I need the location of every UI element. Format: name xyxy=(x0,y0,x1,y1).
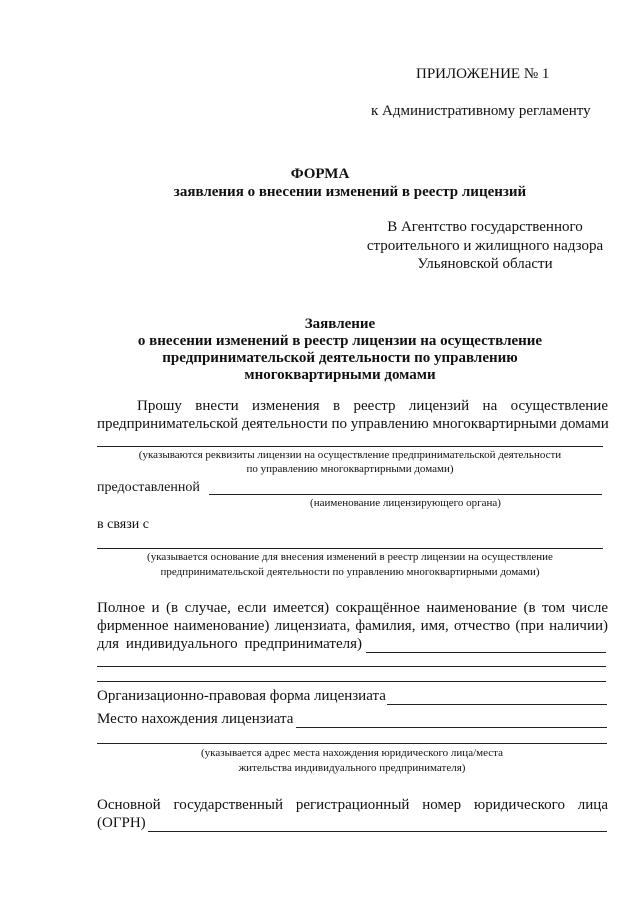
addressee-line-3: Ульяновской области xyxy=(417,256,553,272)
location-label: Место нахождения лицензиата xyxy=(97,711,294,727)
full-name-field-1[interactable] xyxy=(366,652,606,653)
appendix-title: ПРИЛОЖЕНИЕ № 1 xyxy=(416,66,550,82)
location-hint-line-2: жительства индивидуального предпринимателя) xyxy=(238,762,466,774)
org-form-field[interactable] xyxy=(387,704,607,705)
license-hint-line-2: по управлению многоквартирными домами) xyxy=(246,463,454,475)
provided-label: предоставленной xyxy=(97,480,200,495)
ogrn-line-1: Основной государственный регистрационный номер юридического лица xyxy=(97,797,608,813)
full-name-field-2[interactable] xyxy=(97,666,606,667)
application-title-line-4: многоквартирными домами xyxy=(244,367,436,383)
provided-hint: (наименование лицензирующего органа) xyxy=(310,497,501,509)
reason-hint-line-2: предпринимательской деятельности по управлению многоквартирными домами) xyxy=(160,566,540,578)
reason-field[interactable] xyxy=(97,548,603,549)
form-subtitle: заявления о внесении изменений в реестр лицензий xyxy=(173,184,527,200)
application-title-line-2: о внесении изменений в реестр лицензии на осуществление xyxy=(137,333,543,349)
addressee-line-1: В Агентство государственного xyxy=(387,219,583,235)
form-title: ФОРМА xyxy=(290,166,350,182)
ogrn-label: (ОГРН) xyxy=(97,815,146,831)
reason-hint-line-1: (указывается основание для внесения изменений в реестр лицензии на осуществление xyxy=(147,551,553,563)
full-name-line-3: для индивидуального предпринимателя) xyxy=(97,636,362,652)
request-line-1: Прошу внести изменения в реестр лицензий на осуществление xyxy=(137,398,608,414)
request-line-2: предпринимательской деятельности по управлению многоквартирными домами xyxy=(97,416,609,432)
ogrn-field[interactable] xyxy=(148,831,607,832)
addressee-line-2: строительного и жилищного надзора xyxy=(366,238,604,254)
full-name-field-3[interactable] xyxy=(97,681,606,682)
reason-label: в связи с xyxy=(97,517,149,532)
appendix-subtitle: к Административному регламенту xyxy=(371,103,591,119)
full-name-line-1: Полное и (в случае, если имеется) сокращённое наименование (в том числе xyxy=(97,600,608,616)
licensing-authority-field[interactable] xyxy=(209,494,602,495)
license-details-field[interactable] xyxy=(97,446,603,447)
org-form-label: Организационно-правовая форма лицензиата xyxy=(97,688,386,704)
application-title: Заявление xyxy=(304,316,376,332)
license-hint-line-1: (указываются реквизиты лицензии на осуществление предпринимательской деятельности xyxy=(138,449,562,461)
location-field-2[interactable] xyxy=(97,743,607,744)
full-name-line-2: фирменное наименование) лицензиата, фамилия, имя, отчество (при наличии) xyxy=(97,618,608,634)
location-hint-line-1: (указывается адрес места нахождения юридического лица/места xyxy=(201,747,503,759)
application-title-line-3: предпринимательской деятельности по управлению xyxy=(162,350,518,366)
location-field-1[interactable] xyxy=(296,727,607,728)
